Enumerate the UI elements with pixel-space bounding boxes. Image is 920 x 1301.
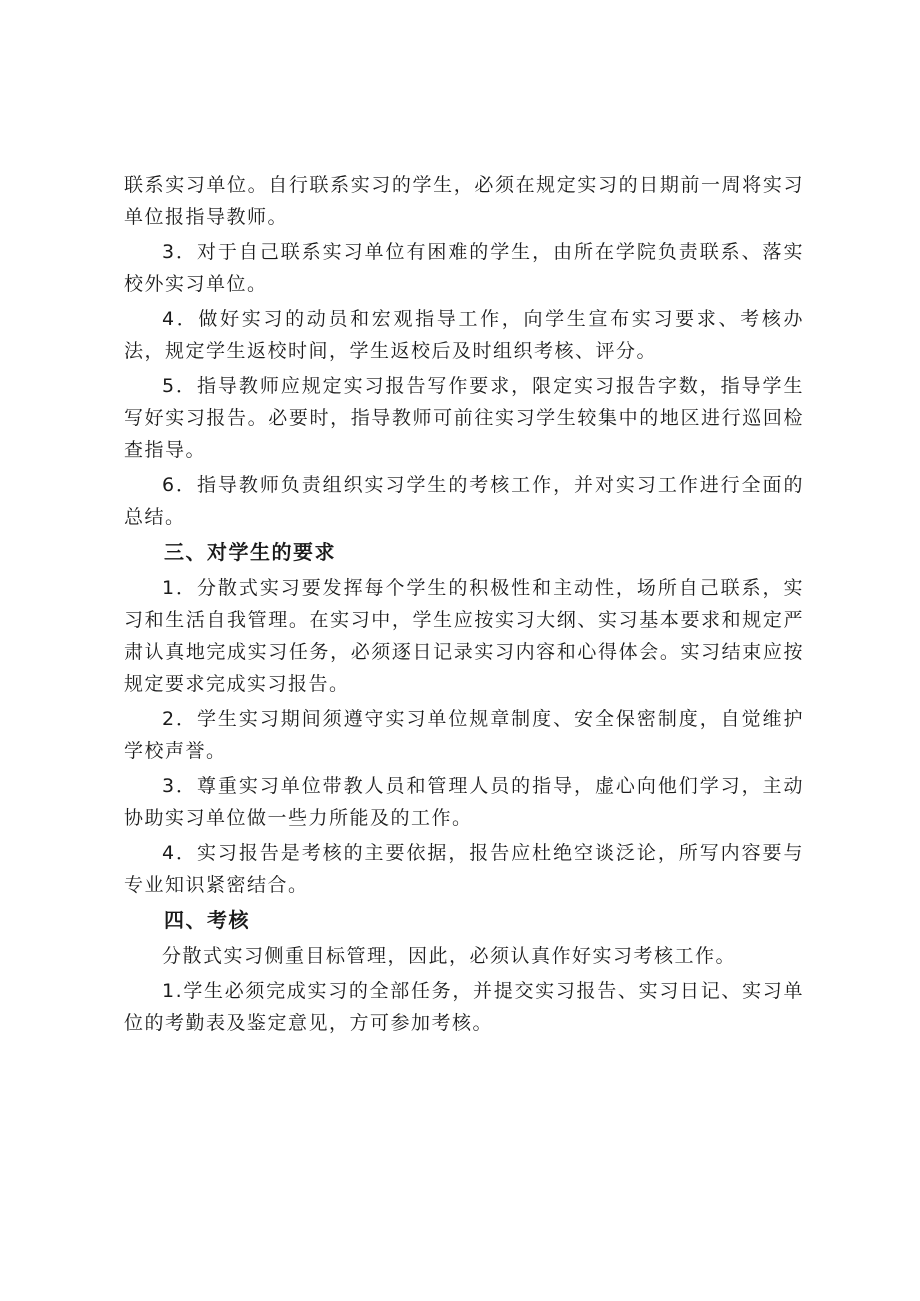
paragraph-requirement-4: 4．实习报告是考核的主要依据，报告应杜绝空谈泛论，所写内容要与专业知识紧密结合。 [124, 842, 804, 896]
section-heading-student-requirements: 三、对学生的要求 [164, 540, 336, 564]
document-body [124, 166, 804, 1039]
paragraph-item-4: 4．做好实习的动员和宏观指导工作，向学生宣布实习要求、考核办法，规定学生返校时间，学生返校后及时组织考核、评分。 [124, 308, 804, 362]
paragraph-item-5: 5．指导教师应规定实习报告写作要求，限定实习报告字数，指导学生写好实习报告。必要时，指导教师可前往实习学生较集中的地区进行巡回检查指导。 [124, 375, 804, 461]
paragraph-assessment-1: 1.学生必须完成实习的全部任务，并提交实习报告、实习日记、实习单位的考勤表及鉴定意见，方可参加考核。 [124, 980, 804, 1034]
paragraph-requirement-2: 2．学生实习期间须遵守实习单位规章制度、安全保密制度，自觉维护学校声誉。 [124, 708, 804, 762]
section-heading-assessment: 四、考核 [164, 908, 250, 932]
paragraph-item-3: 3．对于自己联系实习单位有困难的学生，由所在学院负责联系、落实校外实习单位。 [124, 241, 804, 295]
paragraph-requirement-3: 3．尊重实习单位带教人员和管理人员的指导，虚心向他们学习，主动协助实习单位做一些力所能及的工作。 [124, 775, 804, 829]
paragraph-continuation: 联系实习单位。自行联系实习的学生，必须在规定实习的日期前一周将实习单位报指导教师。 [124, 174, 804, 228]
paragraph-item-6: 6．指导教师负责组织实习学生的考核工作，并对实习工作进行全面的总结。 [124, 474, 804, 528]
paragraph-requirement-1: 1．分散式实习要发挥每个学生的积极性和主动性，场所自己联系，实习和生活自我管理。在实习中，学生应按实习大纲、实习基本要求和规定严肃认真地完成实习任务，必须逐日记录实习内容和心得体会。实习结束应按规定要求完成实习报告。 [124, 577, 804, 695]
paragraph-assessment-intro: 分散式实习侧重目标管理，因此，必须认真作好实习考核工作。 [162, 945, 737, 967]
